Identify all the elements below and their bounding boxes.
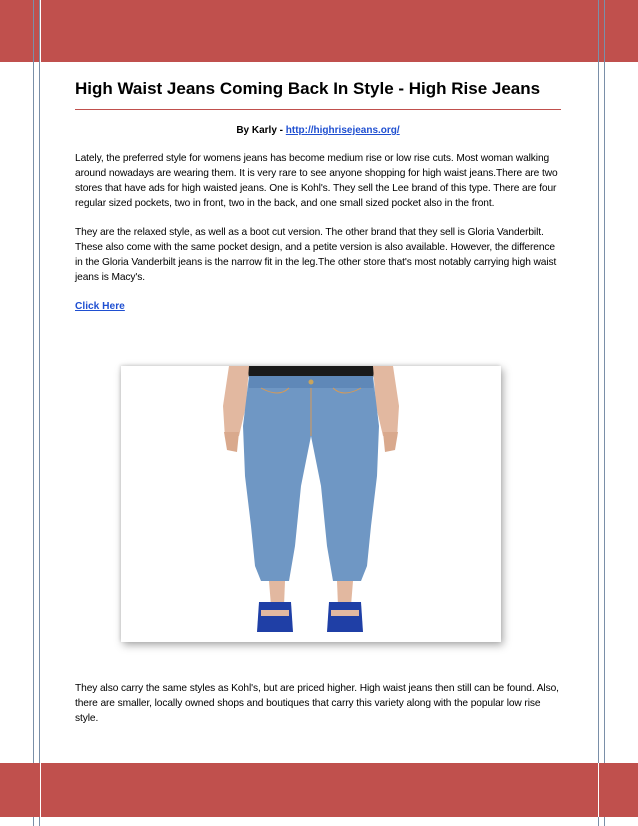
- byline-author: By Karly -: [236, 125, 286, 136]
- frame-line-left: [33, 0, 34, 826]
- band-divider: [40, 0, 41, 62]
- right-hand: [383, 432, 398, 452]
- paragraph-1: Lately, the preferred style for womens jeans has become medium rise or low rise cuts. Most woman walking around nowadays are wearing them. It is very rare to see anyone shopping for high waist jeans.There are two stores that have ads for high waisted jeans. One is Kohl's. They sell the Lee brand of this type. There are four regular sized pockets, two in front, two in the back, and one small sized pocket also in the front.: [75, 153, 558, 209]
- page-title: High Waist Jeans Coming Back In Style - High Rise Jeans: [75, 79, 541, 98]
- frame-line-right: [604, 0, 605, 826]
- frame-line-right-inner: [598, 0, 599, 826]
- band-divider: [598, 763, 599, 817]
- left-foot: [261, 610, 289, 616]
- frame-line-left-inner: [39, 0, 40, 826]
- click-here-link[interactable]: Click Here: [75, 301, 125, 312]
- header-band: [0, 0, 638, 62]
- byline: [75, 124, 561, 137]
- jeans-illustration: [121, 366, 501, 642]
- paragraph-3: They also carry the same styles as Kohl's, but are priced higher. High waist jeans then still can be found. Also, there are smaller, locally owned shops and boutiques that carry this variety along with the popular low rise style.: [75, 683, 559, 724]
- click-here-paragraph: [75, 300, 561, 313]
- jeans-photo: [121, 366, 501, 642]
- band-divider: [40, 763, 41, 817]
- footer-band: [0, 763, 638, 817]
- byline-link[interactable]: http://highrisejeans.org/: [285, 125, 400, 136]
- paragraph-2: They are the relaxed style, as well as a boot cut version. The other brand that they sell is Gloria Vanderbilt. These also come with the same pocket design, and a petite version is also available. However, the difference in the Gloria Vanderbilt jeans is the narrow fit in the leg.The other store that's most notably carrying high waist jeans is Macy's.: [75, 227, 557, 283]
- title-divider: [75, 109, 561, 110]
- left-shoe: [257, 602, 293, 632]
- right-foot: [331, 610, 359, 616]
- button: [309, 380, 314, 385]
- right-shoe: [327, 602, 363, 632]
- closing-section: [75, 681, 561, 726]
- article: [75, 62, 561, 313]
- left-hand: [224, 432, 239, 452]
